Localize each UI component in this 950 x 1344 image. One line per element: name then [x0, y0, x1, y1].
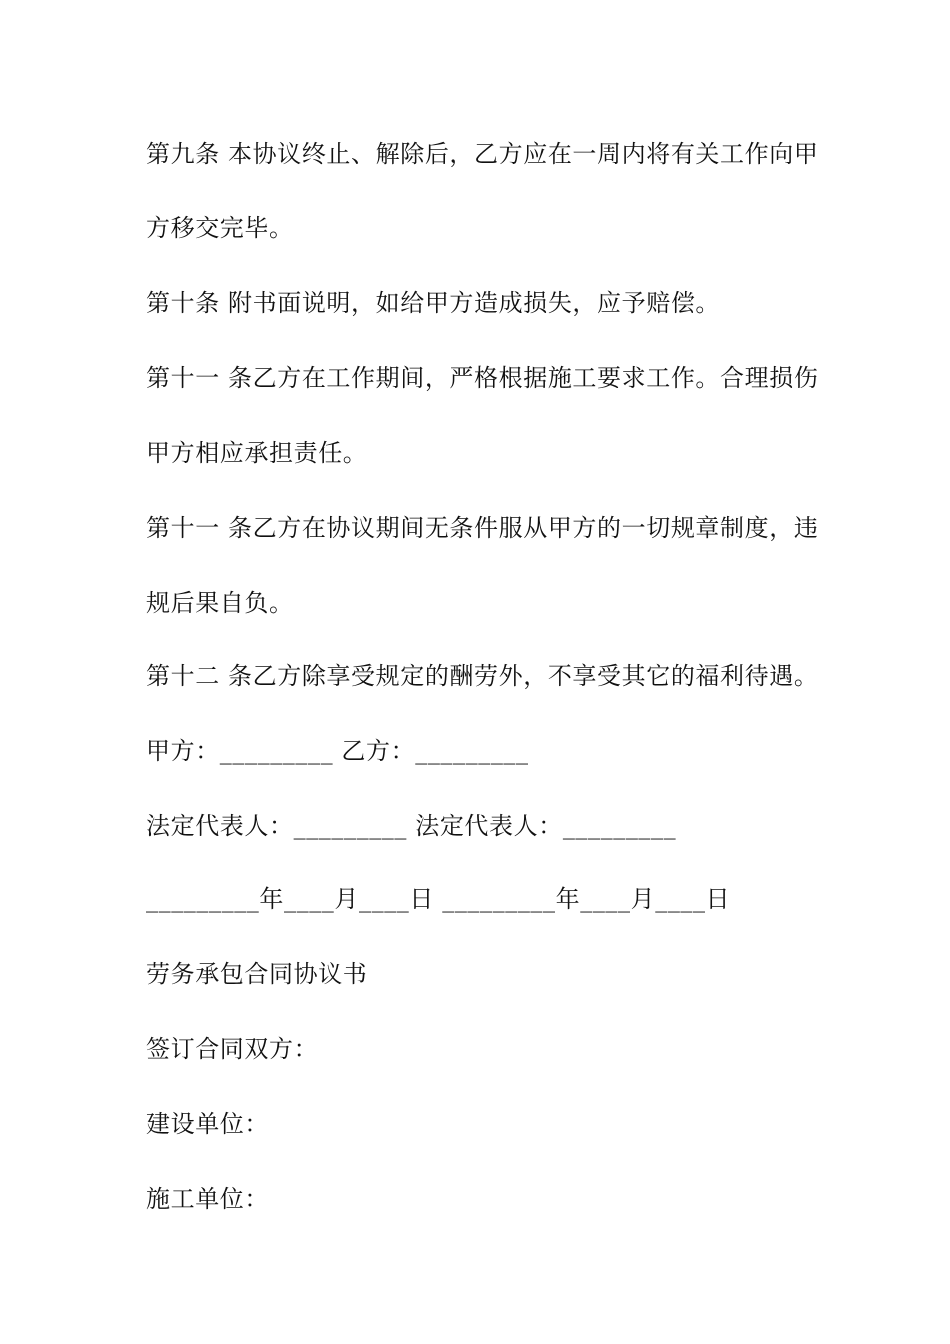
clause-9-line-2: 方移交完毕。: [146, 214, 294, 242]
party-signature-line: 甲方：_________ 乙方：_________: [146, 737, 529, 765]
clause-12: 第十二 条乙方除享受规定的酬劳外，不享受其它的福利待遇。: [146, 662, 819, 690]
clause-10: 第十条 附书面说明，如给甲方造成损失，应予赔偿。: [146, 289, 721, 317]
contract-title: 劳务承包合同协议书: [146, 960, 368, 988]
clause-11a-line-1: 第十一 条乙方在工作期间，严格根据施工要求工作。合理损伤: [146, 364, 819, 392]
clause-11b-line-1: 第十一 条乙方在协议期间无条件服从甲方的一切规章制度，违: [146, 514, 819, 542]
clause-11b-line-2: 规后果自负。: [146, 589, 294, 617]
clause-9-line-1: 第九条 本协议终止、解除后，乙方应在一周内将有关工作向甲: [146, 140, 819, 168]
contracting-parties-label: 签订合同双方：: [146, 1035, 319, 1063]
clause-11a-line-2: 甲方相应承担责任。: [146, 439, 368, 467]
construction-unit-label: 建设单位：: [146, 1110, 269, 1138]
legal-rep-signature-line: 法定代表人：_________ 法定代表人：_________: [146, 812, 677, 840]
contractor-unit-label: 施工单位：: [146, 1185, 269, 1213]
date-line: _________年____月____日 _________年____月____日: [146, 885, 731, 913]
